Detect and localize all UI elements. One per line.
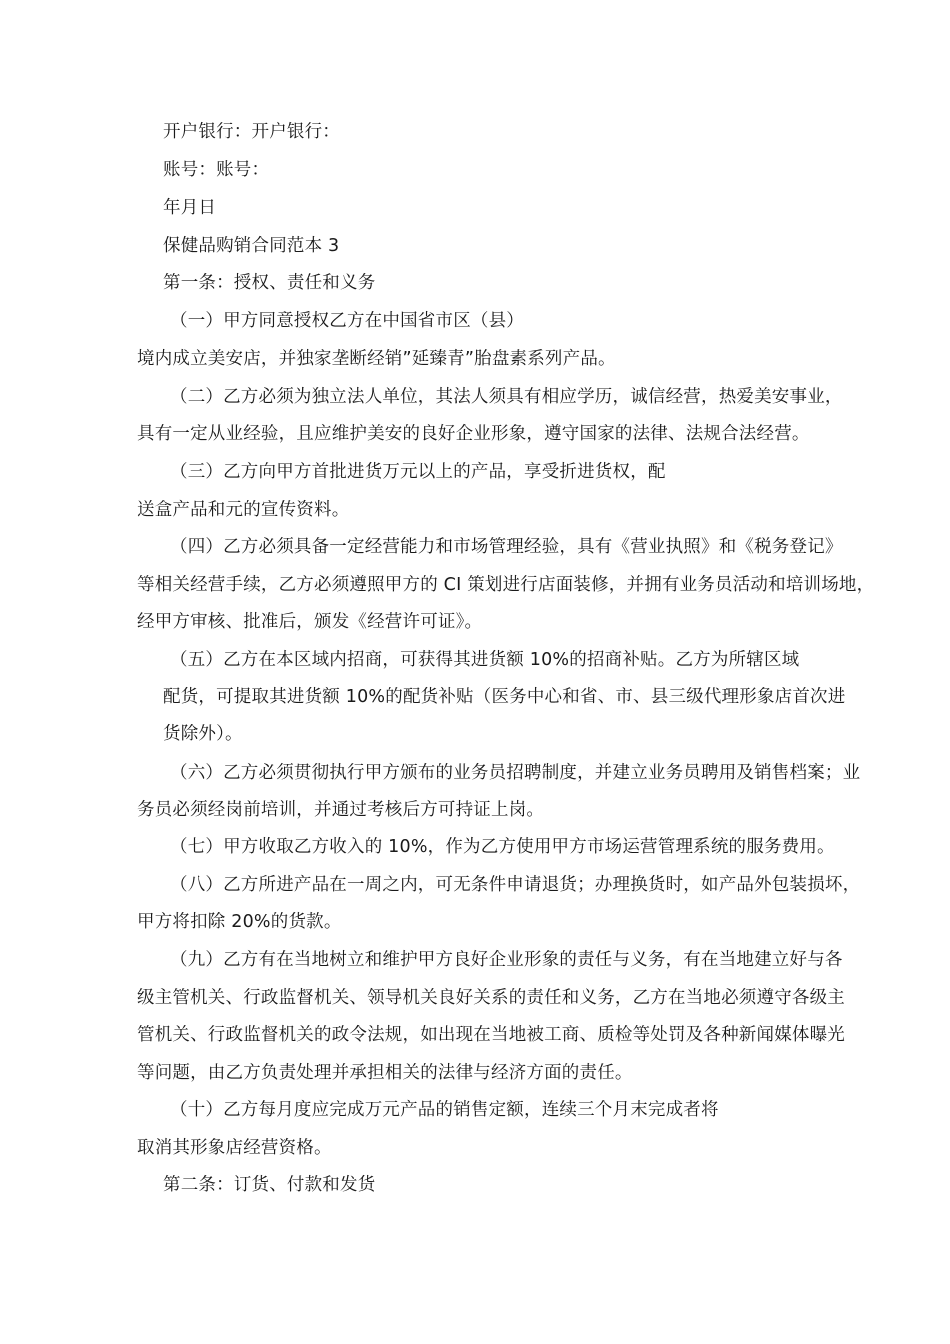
- clause-2-line-1: （二）乙方必须为独立法人单位，其法人须具有相应学历，诚信经营，热爱美安事业，: [170, 387, 843, 407]
- clause-5-line-2: 配货，可提取其进货额 10%的配货补贴（医务中心和省、市、县三级代理形象店首次进: [163, 687, 846, 707]
- clause-6-line-1: （六）乙方必须贯彻执行甲方颁布的业务员招聘制度，并建立业务员聘用及销售档案；业: [170, 763, 861, 783]
- clause-10-line-1: （十）乙方每月度应完成万元产品的销售定额，连续三个月末完成者将: [170, 1100, 719, 1120]
- clause-8-line-1: （八）乙方所进产品在一周之内，可无条件申请退货；办理换货时，如产品外包装损坏，: [170, 875, 861, 895]
- account-line: 账号：账号：: [163, 160, 270, 180]
- clause-1-line-1: （一）甲方同意授权乙方在中国省市区（县）: [170, 311, 524, 331]
- clause-4-line-2: 等相关经营手续，乙方必须遵照甲方的 CI 策划进行店面装修，并拥有业务员活动和培训场地，: [137, 575, 875, 595]
- clause-4-line-3: 经甲方审核、批准后，颁发《经营许可证》。: [137, 612, 483, 632]
- article-one-heading: 第一条：授权、责任和义务: [163, 273, 376, 293]
- clause-10-line-2: 取消其形象店经营资格。: [137, 1138, 332, 1158]
- clause-5-line-3: 货除外）。: [163, 724, 243, 744]
- article-two-heading: 第二条：订货、付款和发货: [163, 1175, 376, 1195]
- clause-2-line-2: 具有一定从业经验，且应维护美安的良好企业形象，遵守国家的法律、法规合法经营。: [137, 424, 810, 444]
- clause-9-line-4: 等问题，由乙方负责处理并承担相关的法律与经济方面的责任。: [137, 1063, 633, 1083]
- clause-9-line-3: 管机关、行政监督机关的政令法规，如出现在当地被工商、质检等处罚及各种新闻媒体曝光: [137, 1025, 845, 1045]
- clause-3-line-2: 送盒产品和元的宣传资料。: [137, 500, 350, 520]
- clause-9-line-1: （九）乙方有在当地树立和维护甲方良好企业形象的责任与义务，有在当地建立好与各: [170, 950, 843, 970]
- clause-9-line-2: 级主管机关、行政监督机关、领导机关良好关系的责任和义务，乙方在当地必须遵守各级主: [137, 988, 845, 1008]
- clause-6-line-2: 务员必须经岗前培训，并通过考核后方可持证上岗。: [137, 800, 545, 820]
- contract-title: 保健品购销合同范本 3: [163, 236, 340, 256]
- clause-1-line-2: 境内成立美安店，并独家垄断经销”延臻青”胎盘素系列产品。: [137, 349, 616, 369]
- clause-7-line-1: （七）甲方收取乙方收入的 10%，作为乙方使用甲方市场运营管理系统的服务费用。: [170, 837, 835, 857]
- bank-line: 开户银行：开户银行：: [163, 122, 340, 142]
- date-line: 年月日: [163, 198, 217, 218]
- clause-5-line-1: （五）乙方在本区域内招商，可获得其进货额 10%的招商补贴。乙方为所辖区域: [170, 650, 800, 670]
- clause-3-line-1: （三）乙方向甲方首批进货万元以上的产品，享受折进货权，配: [170, 462, 666, 482]
- clause-8-line-2: 甲方将扣除 20%的货款。: [137, 912, 342, 932]
- clause-4-line-1: （四）乙方必须具备一定经营能力和市场管理经验，具有《营业执照》和《税务登记》: [170, 537, 843, 557]
